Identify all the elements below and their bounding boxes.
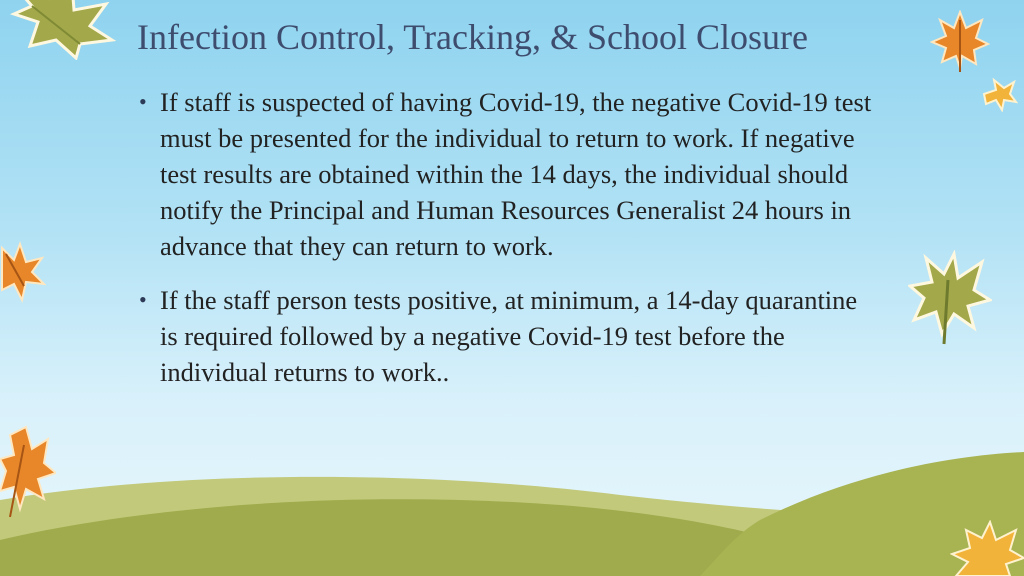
olive-leaf-icon xyxy=(10,0,120,60)
bullet-list xyxy=(138,84,878,408)
bullet-marker: • xyxy=(139,89,147,114)
orange-leaf-icon xyxy=(0,240,46,304)
list-item xyxy=(138,282,878,390)
orange-leaf-icon xyxy=(0,425,56,517)
list-item xyxy=(138,84,878,264)
orange-leaf-icon xyxy=(930,10,990,76)
bullet-marker: • xyxy=(139,287,147,312)
bullet-text: If the staff person tests positive, at minimum, a 14-day quarantine is required followed by a negative Covid-19 test before the individual returns to work.. xyxy=(160,285,858,387)
slide-title: Infection Control, Tracking, & School Closure xyxy=(137,17,808,57)
yellow-leaf-icon xyxy=(982,78,1018,112)
olive-leaf-icon xyxy=(908,250,992,346)
yellow-leaf-icon xyxy=(950,520,1024,576)
bullet-text: If staff is suspected of having Covid-19, the negative Covid-19 test must be presented for the individual to return to work. If negative test results are obtained within the 14 days, the individual should notify the Principal and Human Resources Generalist 24 hours in advance that they can return to work. xyxy=(160,87,872,261)
